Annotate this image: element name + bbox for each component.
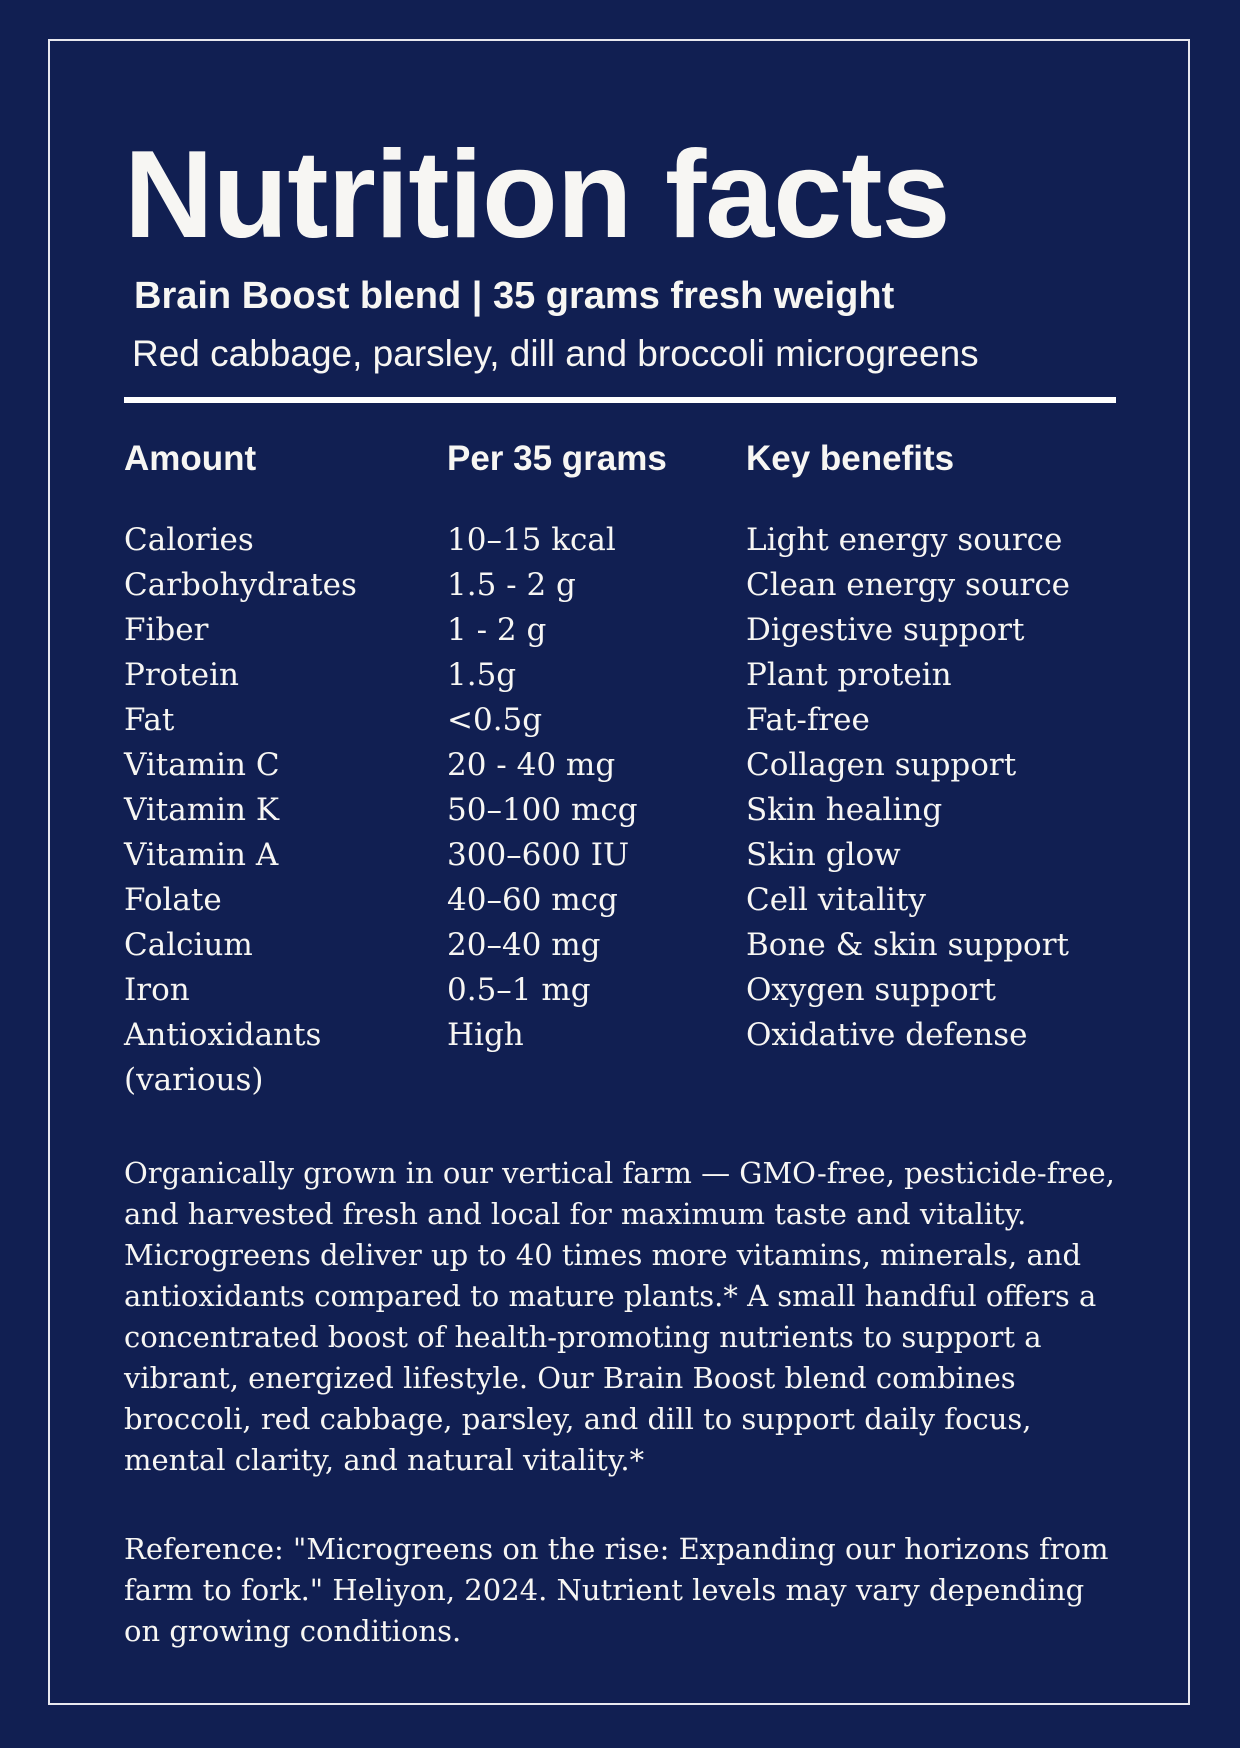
nutrient-amount: High bbox=[447, 1017, 524, 1053]
nutrient-name: Carbohydrates bbox=[124, 567, 357, 603]
nutrient-amount: 40–60 mcg bbox=[447, 882, 618, 918]
product-subtitle: Brain Boost blend | 35 grams fresh weight bbox=[134, 275, 895, 317]
nutrient-amount: 50–100 mcg bbox=[447, 792, 638, 828]
nutrient-name: Calories bbox=[124, 522, 254, 558]
ingredients-line: Red cabbage, parsley, dill and broccoli microgreens bbox=[132, 333, 979, 374]
nutrient-benefit: Plant protein bbox=[746, 657, 952, 693]
nutrient-benefit: Cell vitality bbox=[746, 882, 926, 918]
nutrient-name: Vitamin A bbox=[124, 837, 279, 873]
nutrition-table bbox=[124, 518, 1124, 1103]
table-row bbox=[124, 1013, 1124, 1103]
nutrient-benefit: Digestive support bbox=[746, 612, 1025, 648]
nutrient-name: Antioxidants (various) bbox=[124, 1017, 322, 1098]
nutrient-benefit: Bone & skin support bbox=[746, 927, 1069, 963]
column-header-key-benefits: Key benefits bbox=[746, 439, 955, 478]
nutrient-benefit: Clean energy source bbox=[746, 567, 1071, 603]
table-row bbox=[124, 833, 1124, 878]
column-header-amount: Amount bbox=[124, 439, 257, 478]
nutrient-benefit: Skin healing bbox=[746, 792, 943, 828]
description-paragraph: Organically grown in our vertical farm — GMO-free, pesticide-free, and harvested fresh and local for maximum taste and vitality. Microgreens deliver up to 40 times more vitamins, minerals, and antioxidants compared to mature plants.* A small handful offers a concentrated boost of health-promoting nutrients to support a vibrant, energized lifestyle. Our Brain Boost blend combines broccoli, red cabbage, parsley, and dill to support daily focus, mental clarity, and natural vitality.* bbox=[124, 1156, 1115, 1477]
nutrient-name: Vitamin C bbox=[124, 747, 280, 783]
table-row bbox=[124, 743, 1124, 788]
table-row bbox=[124, 518, 1124, 563]
nutrient-name: Vitamin K bbox=[124, 792, 279, 828]
header-divider bbox=[124, 397, 1116, 403]
reference-note: Reference: "Microgreens on the rise: Expanding our horizons from farm to fork." Heliyon, 2024. Nutrient levels may vary depending on growing conditions. bbox=[124, 1532, 1109, 1648]
table-row bbox=[124, 698, 1124, 743]
table-row bbox=[124, 878, 1124, 923]
nutrient-benefit: Fat-free bbox=[746, 702, 870, 738]
nutrient-name: Fat bbox=[124, 702, 175, 738]
nutrient-name: Calcium bbox=[124, 927, 253, 963]
nutrient-benefit: Oxygen support bbox=[746, 972, 996, 1008]
nutrient-amount: <0.5g bbox=[447, 702, 543, 738]
nutrient-amount: 300–600 IU bbox=[447, 837, 630, 873]
nutrient-amount: 20–40 mg bbox=[447, 927, 601, 963]
column-header-per-serving: Per 35 grams bbox=[447, 439, 667, 478]
nutrient-benefit: Collagen support bbox=[746, 747, 1017, 783]
nutrient-name: Folate bbox=[124, 882, 222, 918]
table-row bbox=[124, 923, 1124, 968]
table-row bbox=[124, 968, 1124, 1013]
nutrient-benefit: Light energy source bbox=[746, 522, 1063, 558]
nutrient-benefit: Oxidative defense bbox=[746, 1017, 1028, 1053]
nutrient-amount: 1 - 2 g bbox=[447, 612, 547, 648]
nutrient-name: Iron bbox=[124, 972, 190, 1008]
table-row bbox=[124, 653, 1124, 698]
nutrient-amount: 1.5 - 2 g bbox=[447, 567, 576, 603]
nutrient-benefit: Skin glow bbox=[746, 837, 901, 873]
table-row bbox=[124, 608, 1124, 653]
table-row bbox=[124, 563, 1124, 608]
page-title: Nutrition facts bbox=[124, 126, 950, 264]
nutrient-amount: 10–15 kcal bbox=[447, 522, 616, 558]
nutrient-amount: 20 - 40 mg bbox=[447, 747, 616, 783]
nutrient-name: Fiber bbox=[124, 612, 209, 648]
nutrient-name: Protein bbox=[124, 657, 240, 693]
table-row bbox=[124, 788, 1124, 833]
nutrient-amount: 0.5–1 mg bbox=[447, 972, 591, 1008]
nutrient-amount: 1.5g bbox=[447, 657, 517, 693]
